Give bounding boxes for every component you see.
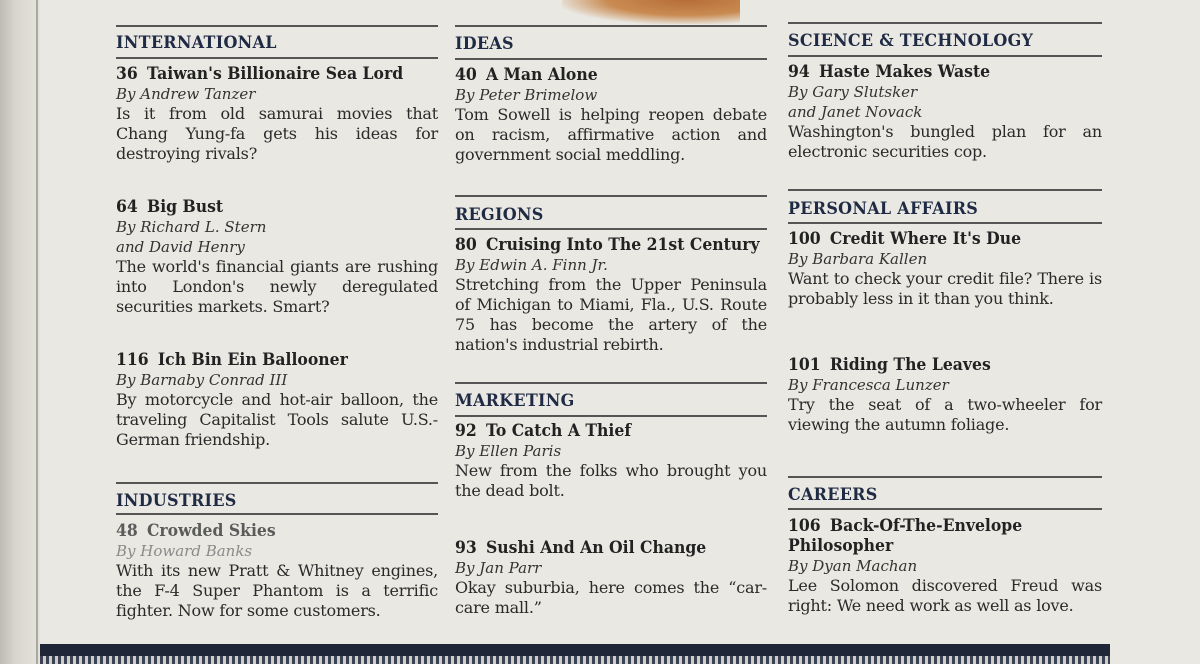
section-rule-top — [116, 482, 438, 484]
article-headline: Taiwan's Billionaire Sea Lord — [146, 64, 404, 84]
article-title — [455, 235, 760, 255]
article-ballooner[interactable] — [116, 350, 438, 450]
article-headline: Ich Bin Ein Ballooner — [157, 350, 348, 370]
article-headline: Sushi And An Oil Change — [485, 538, 707, 558]
page-number: 36 — [116, 64, 138, 84]
article-headline: Cruising Into The 21st Century — [485, 235, 760, 255]
article-title — [788, 355, 1077, 375]
section-rule-bottom — [116, 513, 438, 515]
article-cruising[interactable] — [455, 235, 767, 355]
article-riding-leaves[interactable] — [788, 355, 1102, 435]
article-crowded-skies[interactable] — [116, 521, 438, 621]
article-byline: By Richard L. Stern — [116, 218, 267, 236]
section-rule-bottom — [455, 415, 767, 417]
section-rule-top — [455, 25, 767, 27]
article-description: By motorcycle and hot-air balloon, the traveling Capitalist Tools salute U.S.-German friendship. — [116, 390, 438, 449]
page-gutter — [0, 0, 40, 664]
article-byline: By Gary Slutsker — [788, 83, 918, 101]
article-byline: By Edwin A. Finn Jr. — [455, 256, 608, 274]
article-headline: Haste Makes Waste — [818, 62, 991, 82]
article-description: Stretching from the Upper Peninsula of Michigan to Miami, Fla., U.S. Route 75 has become the artery of the nation's industrial rebirth. — [455, 275, 767, 354]
article-title — [455, 65, 742, 85]
page-number: 92 — [455, 421, 477, 441]
article-headline: Credit Where It's Due — [829, 229, 1022, 249]
article-description: Is it from old samurai movies that Chang Yung-fa gets his ideas for destroying rivals? — [116, 104, 438, 163]
article-credit[interactable] — [788, 229, 1102, 309]
article-description: Washington's bungled plan for an electronic securities cop. — [788, 122, 1102, 161]
page-number: 80 — [455, 235, 477, 255]
article-byline: By Barnaby Conrad III — [116, 371, 288, 389]
article-byline: By Jan Parr — [455, 559, 542, 577]
article-catch-thief[interactable] — [455, 421, 767, 501]
article-taiwan[interactable] — [116, 64, 438, 164]
article-description: Want to check your credit file? There is probably less in it than you think. — [788, 269, 1102, 308]
article-description: Okay suburbia, here comes the “car-care mall.” — [455, 578, 767, 617]
article-description: Try the seat of a two-wheeler for viewing the autumn foliage. — [788, 395, 1102, 434]
article-title — [455, 538, 742, 558]
article-byline: By Howard Banks — [116, 542, 253, 560]
section-rule-top — [116, 25, 438, 27]
section-heading: CAREERS — [788, 485, 878, 505]
gutter-edge — [36, 0, 38, 664]
article-description: Lee Solomon discovered Freud was right: We need work as well as love. — [788, 576, 1102, 615]
article-man-alone[interactable] — [455, 65, 767, 165]
article-headline: Big Bust — [146, 197, 224, 217]
article-title — [788, 516, 1077, 536]
page-number: 40 — [455, 65, 477, 85]
page-number: 64 — [116, 197, 138, 217]
section-rule-bottom — [788, 55, 1102, 57]
section-rule-top — [788, 22, 1102, 24]
article-headline: A Man Alone — [485, 65, 598, 85]
column-right — [788, 0, 1102, 664]
article-byline: By Andrew Tanzer — [116, 85, 256, 103]
page-number: 93 — [455, 538, 477, 558]
section-heading: INDUSTRIES — [116, 491, 237, 511]
article-byline: By Francesca Lunzer — [788, 376, 949, 394]
section-rule-bottom — [788, 222, 1102, 224]
page-number: 100 — [788, 229, 821, 249]
article-byline-second: and Janet Novack — [788, 103, 923, 121]
article-philosopher[interactable] — [788, 516, 1102, 616]
page-number: 94 — [788, 62, 810, 82]
column-left — [116, 0, 438, 664]
section-heading: REGIONS — [455, 205, 544, 225]
page-number: 116 — [116, 350, 149, 370]
section-rule-bottom — [788, 508, 1102, 510]
article-headline: To Catch A Thief — [485, 421, 632, 441]
column-middle — [455, 0, 767, 664]
article-title — [116, 521, 412, 541]
article-description: With its new Pratt & Whitney engines, the F-4 Super Phantom is a terrific fighter. Now for some customers. — [116, 561, 438, 620]
article-byline-second: and David Henry — [116, 238, 245, 256]
article-description: The world's financial giants are rushing into London's newly deregulated securities markets. Smart? — [116, 257, 438, 316]
article-headline: Riding The Leaves — [829, 355, 991, 375]
section-heading: PERSONAL AFFAIRS — [788, 199, 979, 219]
article-title — [116, 350, 412, 370]
bottom-border-pattern — [40, 656, 1110, 664]
article-byline: By Barbara Kallen — [788, 250, 928, 268]
section-rule-bottom — [116, 57, 438, 59]
article-byline: By Dyan Machan — [788, 557, 918, 575]
section-heading: IDEAS — [455, 34, 514, 54]
article-description: Tom Sowell is helping reopen debate on racism, affirmative action and government social meddling. — [455, 105, 767, 164]
bottom-border-band — [40, 644, 1110, 656]
page-number: 101 — [788, 355, 821, 375]
article-byline: By Peter Brimelow — [455, 86, 598, 104]
article-title — [116, 64, 412, 84]
article-title — [116, 197, 412, 217]
article-title — [455, 421, 742, 441]
article-sushi[interactable] — [455, 538, 767, 618]
section-heading: INTERNATIONAL — [116, 33, 277, 53]
article-big-bust[interactable] — [116, 197, 438, 317]
section-rule-top — [455, 382, 767, 384]
article-haste[interactable] — [788, 62, 1102, 162]
article-headline: Crowded Skies — [146, 521, 276, 541]
section-rule-top — [788, 189, 1102, 191]
article-byline: By Ellen Paris — [455, 442, 562, 460]
article-title — [788, 62, 1077, 82]
page-number: 48 — [116, 521, 138, 541]
section-rule-top — [455, 195, 767, 197]
section-heading: MARKETING — [455, 391, 575, 411]
article-headline: Back-Of-The-Envelope — [829, 516, 1023, 536]
article-description: New from the folks who brought you the dead bolt. — [455, 461, 767, 500]
article-title-line-two: Philosopher — [788, 536, 894, 556]
section-rule-bottom — [455, 58, 767, 60]
section-rule-top — [788, 476, 1102, 478]
page-number: 106 — [788, 516, 821, 536]
section-rule-bottom — [455, 228, 767, 230]
section-heading: SCIENCE & TECHNOLOGY — [788, 31, 1034, 51]
article-title — [788, 229, 1077, 249]
